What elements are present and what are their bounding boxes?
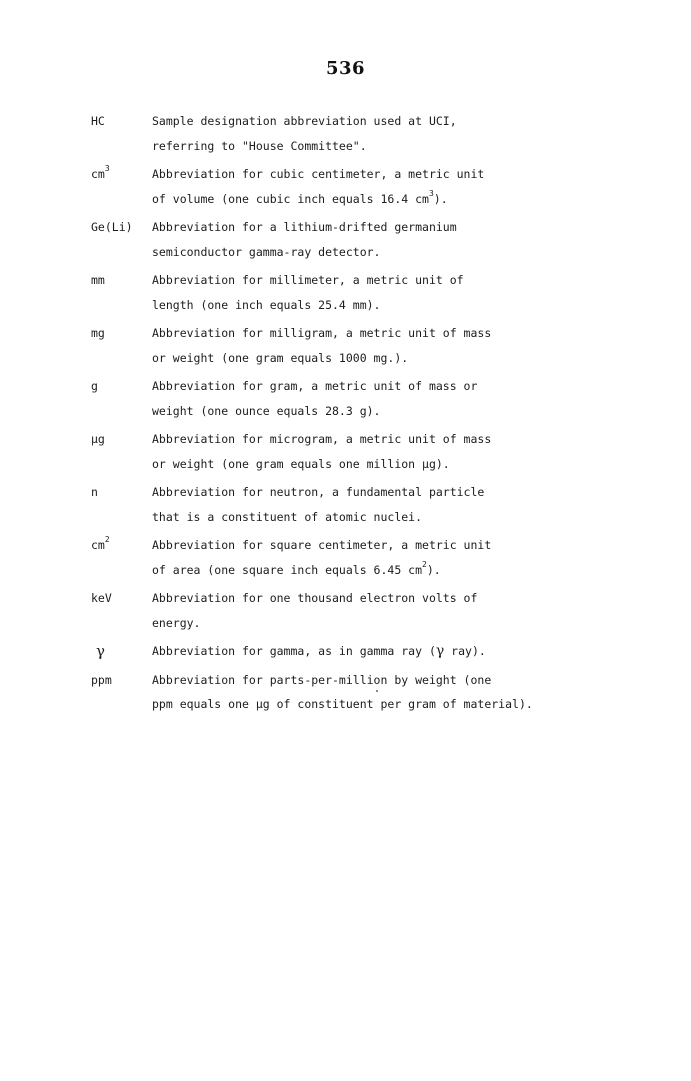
- definition: [152, 480, 671, 529]
- definition: [152, 109, 671, 158]
- definition-line: or weight (one gram equals 1000 mg.).: [152, 350, 409, 365]
- definition-line: semiconductor gamma-ray detector.: [152, 244, 381, 259]
- definition-line: [152, 639, 671, 664]
- text-run: of volume (one cubic inch equals 16.4 cm: [152, 191, 429, 206]
- definition-line: referring to "House Committee".: [152, 138, 367, 153]
- abbreviation-glossary: [91, 109, 671, 721]
- definition-line: Abbreviation for millimeter, a metric unit of: [152, 273, 464, 287]
- definition: [152, 586, 671, 635]
- glossary-entry-ppm: [91, 668, 671, 717]
- definition: [152, 268, 671, 317]
- definition-line: or weight (one gram equals one million µg).: [152, 456, 450, 471]
- term: mm: [91, 273, 105, 287]
- definition-line: ppm equals one µg of constituent per gram of material).: [152, 697, 533, 711]
- glossary-entry-n: [91, 480, 671, 529]
- definition: [152, 427, 671, 476]
- glossary-entry-kev: [91, 586, 671, 635]
- term: g: [91, 379, 98, 393]
- definition: [152, 533, 671, 582]
- glossary-entry-cm2: [91, 533, 671, 582]
- glossary-entry-geli: [91, 215, 671, 264]
- glossary-entry-ug: [91, 427, 671, 476]
- definition-line: that is a constituent of atomic nuclei.: [152, 509, 423, 524]
- term-base: cm: [91, 167, 105, 181]
- term: ppm: [91, 672, 112, 687]
- definition-line: Abbreviation for square centimeter, a metric unit: [152, 538, 492, 552]
- definition-line: Abbreviation for microgram, a metric unit of mass: [152, 432, 492, 446]
- glossary-entry-cm3: [91, 162, 671, 211]
- text-run: ).: [433, 191, 448, 206]
- definition: [152, 374, 671, 423]
- term: Ge(Li): [91, 220, 133, 234]
- superscript: 3: [428, 188, 434, 198]
- text-run: ).: [426, 562, 441, 577]
- text-run: of area (one square inch equals 6.45 cm: [152, 562, 423, 577]
- page-number: 536: [325, 58, 366, 79]
- glossary-entry-gamma: [91, 639, 671, 664]
- term: µg: [91, 432, 105, 446]
- definition: [152, 668, 671, 717]
- definition-line: Abbreviation for one thousand electron volts of: [152, 591, 478, 605]
- text-run: ray).: [444, 644, 486, 658]
- definition-line: Abbreviation for cubic centimeter, a metric unit: [152, 167, 485, 181]
- term-base: cm: [91, 538, 105, 552]
- definition-line: energy.: [152, 615, 201, 630]
- scan-speck: [376, 690, 378, 692]
- term: HC: [91, 114, 105, 128]
- definition: [152, 321, 671, 370]
- term: n: [91, 485, 98, 499]
- definition-line: length (one inch equals 25.4 mm).: [152, 297, 381, 312]
- term-superscript: 2: [104, 535, 110, 544]
- term: [91, 162, 110, 187]
- glossary-entry-hc: [91, 109, 671, 158]
- definition-line: Abbreviation for parts-per-million by weight (one: [152, 672, 492, 687]
- definition-line: [152, 187, 671, 212]
- gamma-symbol: γ: [96, 642, 105, 660]
- definition-line: Abbreviation for neutron, a fundamental particle: [152, 485, 485, 499]
- definition: [152, 162, 671, 211]
- definition: [152, 639, 671, 664]
- text-run: Abbreviation for gamma, as in gamma ray (: [152, 644, 436, 658]
- term: keV: [91, 591, 112, 605]
- definition-line: Abbreviation for milligram, a metric unit of mass: [152, 326, 492, 340]
- term-superscript: 3: [104, 164, 110, 173]
- glossary-entry-mm: [91, 268, 671, 317]
- definition-line: Sample designation abbreviation used at UCI,: [152, 114, 457, 128]
- definition-line: Abbreviation for gram, a metric unit of mass or: [152, 379, 478, 393]
- glossary-entry-mg: [91, 321, 671, 370]
- superscript: 2: [422, 559, 427, 569]
- definition-line: [152, 558, 671, 583]
- gamma-symbol-inline: γ: [435, 643, 445, 659]
- term: mg: [91, 326, 105, 340]
- term: [91, 533, 110, 558]
- glossary-entry-g: [91, 374, 671, 423]
- definition-line: Abbreviation for a lithium-drifted germanium: [152, 220, 457, 234]
- definition: [152, 215, 671, 264]
- definition-line: weight (one ounce equals 28.3 g).: [152, 403, 381, 418]
